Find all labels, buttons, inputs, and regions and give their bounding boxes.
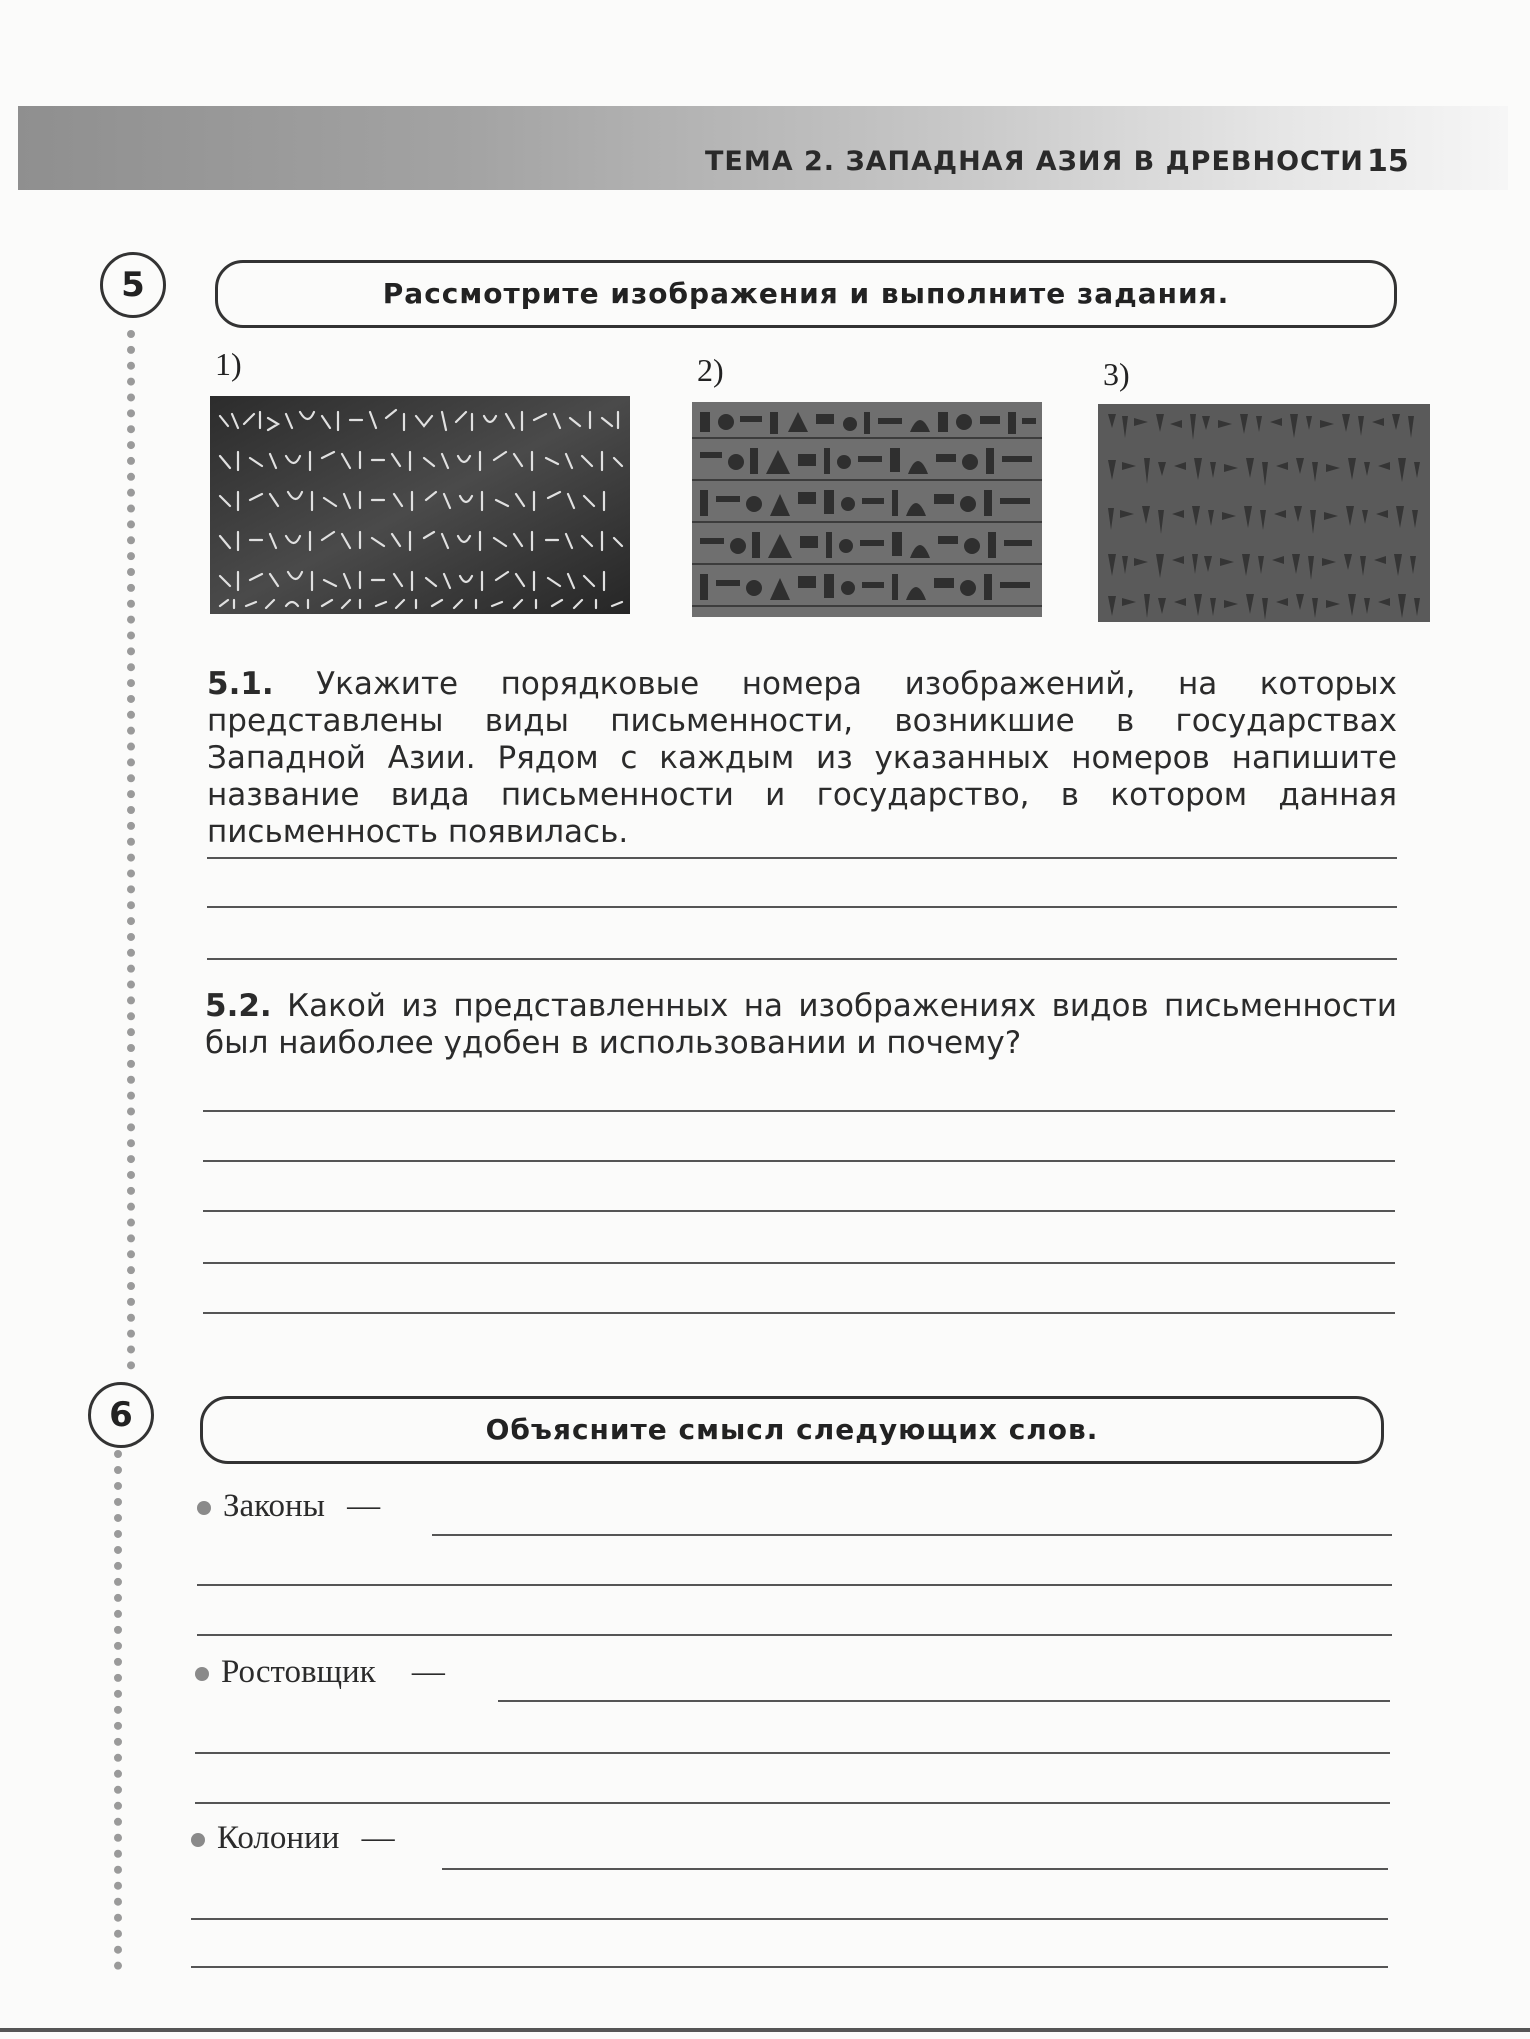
script-image-1 [210,396,630,614]
task-number-6: 6 [88,1382,154,1448]
answer-line[interactable] [203,1110,1395,1112]
answer-line[interactable] [498,1700,1390,1702]
bullet-icon [191,1833,205,1847]
answer-line[interactable] [442,1868,1388,1870]
answer-line[interactable] [195,1752,1390,1754]
task-number-5: 5 [100,252,166,318]
answer-line[interactable] [432,1534,1392,1536]
answer-line[interactable] [203,1160,1395,1162]
margin-dots-task5 [127,330,135,1370]
task6-instruction: Объясните смысл следующих слов. [200,1396,1384,1464]
topic-title: ТЕМА 2. ЗАПАДНАЯ АЗИЯ В ДРЕВНОСТИ [705,146,1364,177]
page-bottom-rule [0,2028,1530,2032]
term-item-laws [197,1488,380,1525]
bullet-icon [195,1667,209,1681]
term-word: Ростовщик [221,1654,376,1690]
term-dash: — [347,1488,381,1524]
term-word: Законы [223,1488,325,1524]
term-item-moneylender [195,1654,445,1691]
term-dash: — [361,1820,395,1856]
question-5-1 [207,666,1397,851]
answer-line[interactable] [203,1312,1395,1314]
task5-instruction: Рассмотрите изображения и выполните задания. [215,260,1397,328]
answer-line[interactable] [207,906,1397,908]
question-5-2-number: 5.2. [205,988,272,1024]
answer-line[interactable] [191,1918,1388,1920]
answer-line[interactable] [203,1210,1395,1212]
answer-line[interactable] [195,1802,1390,1804]
image-label-1: 1) [215,346,242,382]
bullet-icon [197,1501,211,1515]
image-label-3: 3) [1103,356,1130,392]
question-5-1-number: 5.1. [207,666,274,702]
question-5-1-text: Укажите порядковые номера изображений, на которых представлены виды письменности, возникшие в государствах Западной Азии. Рядом с каждым из указанных номеров напишите название вида письменности и государство, в котором данная письменность появилась. [207,666,1397,850]
answer-line[interactable] [207,958,1397,960]
answer-line[interactable] [191,1966,1388,1968]
question-5-2 [205,988,1397,1062]
script-image-3 [1098,404,1430,622]
margin-dots-task6 [114,1450,122,1970]
page-number: 15 [1367,144,1409,179]
term-item-colonies [191,1820,395,1857]
answer-line[interactable] [197,1584,1392,1586]
answer-line[interactable] [203,1262,1395,1264]
term-word: Колонии [217,1820,340,1856]
question-5-2-text: Какой из представленных на изображениях видов письменности был наиболее удобен в использовании и почему? [205,988,1397,1061]
image-label-2: 2) [697,352,724,388]
answer-line[interactable] [207,857,1397,859]
script-image-2 [692,402,1042,617]
answer-line[interactable] [197,1634,1392,1636]
term-dash: — [411,1654,445,1690]
